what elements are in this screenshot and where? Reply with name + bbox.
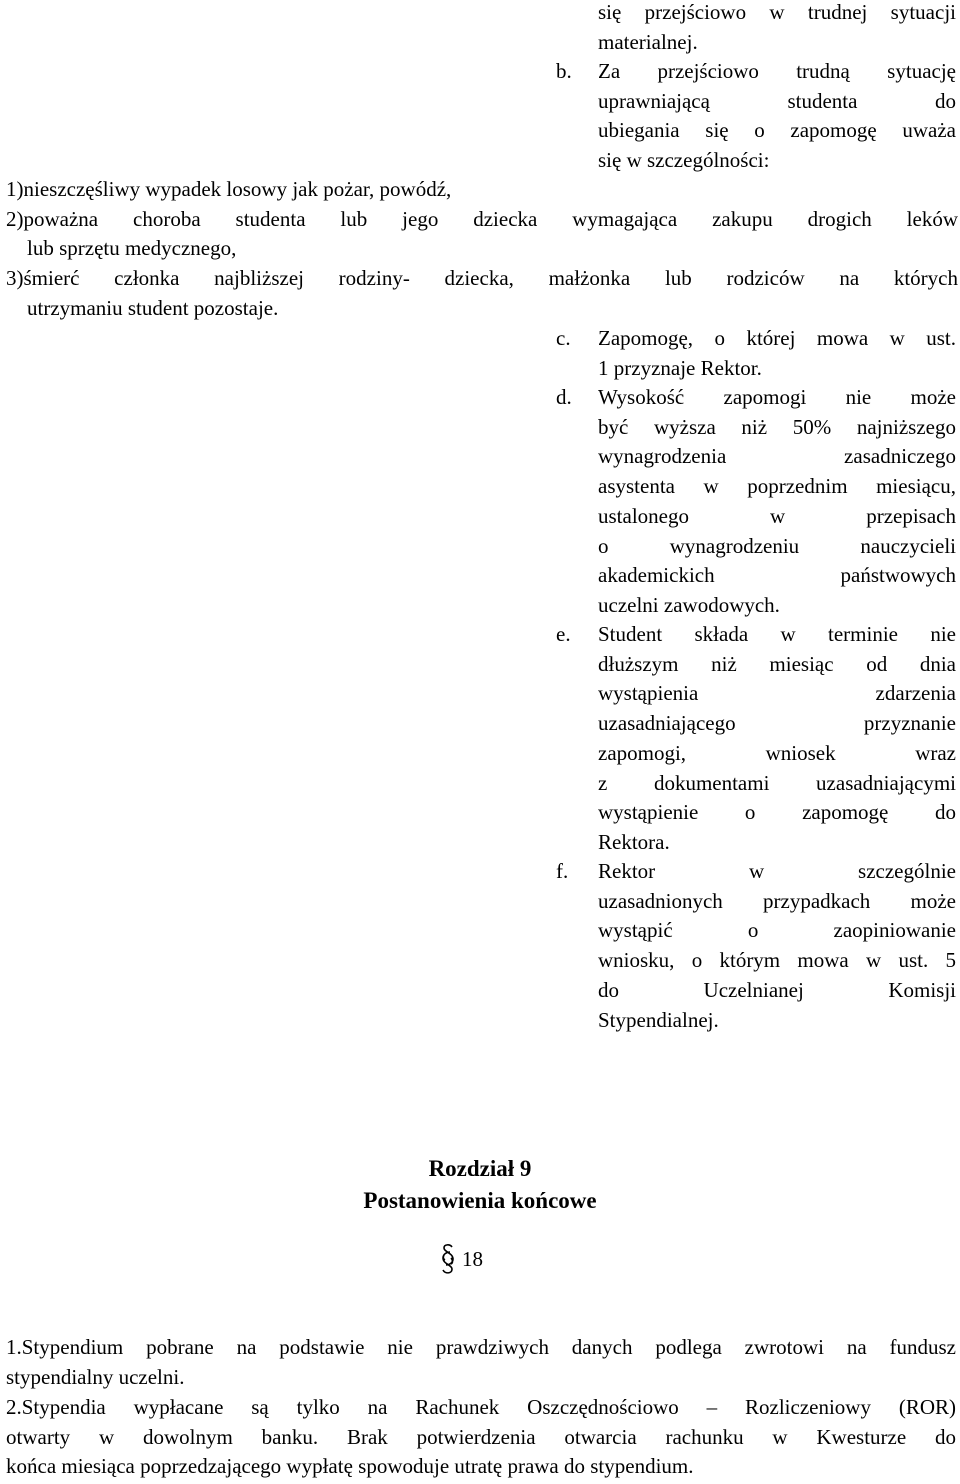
text-line: ubiegania się o zapomogę uważa bbox=[598, 118, 956, 143]
text-line: wystąpienie o zapomogę do bbox=[598, 800, 956, 825]
text-line: dłuższym niż miesiąc od dnia bbox=[598, 651, 956, 676]
text-line: uzasadniającego przyznanie bbox=[598, 711, 956, 736]
text-line: wystąpienia zdarzenia bbox=[598, 681, 956, 706]
text-line: być wyższa niż 50% najniższego bbox=[598, 414, 956, 439]
text-line: Stypendialnej. bbox=[598, 1007, 719, 1032]
item-marker: f. bbox=[556, 859, 569, 883]
list-item-3: 3)śmierć członka najbliższej rodziny- dziecka, małżonka lub rodziców na których bbox=[6, 266, 958, 291]
list-item-f bbox=[556, 857, 956, 1035]
text-line: Za przejściowo trudną sytuację bbox=[598, 59, 956, 83]
text-line: z dokumentami uzasadniającymi bbox=[598, 770, 956, 795]
list-item-c bbox=[556, 324, 956, 383]
text-line: Rektor w szczególnie bbox=[598, 859, 956, 883]
list-item-1: 1)nieszczęśliwy wypadek losowy jak pożar, powódź, bbox=[6, 177, 452, 201]
list-item-d bbox=[556, 383, 956, 621]
text-line: wniosku, o którym mowa w ust. 5 bbox=[598, 948, 956, 973]
text-line: uprawniającą studenta do bbox=[598, 88, 956, 113]
chapter-subtitle: Postanowienia końcowe bbox=[363, 1188, 597, 1213]
item-marker: d. bbox=[556, 385, 572, 409]
item-marker: b. bbox=[556, 59, 572, 83]
text-line: materialnej. bbox=[598, 29, 698, 54]
text-line: otwarty w dowolnym banku. Brak potwierdzenia otwarcia rachunku w Kwesturze do bbox=[6, 1424, 956, 1449]
section-mark bbox=[440, 1244, 520, 1280]
list-item-2: 2)poważna choroba studenta lub jego dziecka wymagająca zakupu drogich leków bbox=[6, 206, 958, 231]
text-line: uczelni zawodowych. bbox=[598, 592, 780, 617]
continuation-text bbox=[598, 0, 956, 57]
text-line: uzasadnionych przypadkach może bbox=[598, 888, 956, 913]
text-line: 2.Stypendia wypłacane są tylko na Rachunek Oszczędnościowo – Rozliczeniowy (ROR) bbox=[6, 1395, 956, 1419]
text-line: Wysokość zapomogi nie może bbox=[598, 385, 956, 409]
text-line: o wynagrodzeniu nauczycieli bbox=[598, 533, 956, 558]
text-line: się przejściowo w trudnej sytuacji bbox=[598, 0, 956, 24]
list-item-3-cont: utrzymaniu student pozostaje. bbox=[27, 295, 279, 320]
list-item-2-cont: lub sprzętu medycznego, bbox=[27, 236, 237, 261]
text-line: asystenta w poprzednim miesiącu, bbox=[598, 474, 956, 499]
list-item-e bbox=[556, 620, 956, 858]
item-marker: e. bbox=[556, 622, 571, 646]
text-line: zapomogi, wniosek wraz bbox=[598, 740, 956, 765]
text-line: 1.Stypendium pobrane na podstawie nie prawdziwych danych podlega zwrotowi na fundusz bbox=[6, 1335, 956, 1359]
text-line: stypendialny uczelni. bbox=[6, 1364, 185, 1389]
text-line: ustalonego w przepisach bbox=[598, 503, 956, 528]
text-line: 1 przyznaje Rektor. bbox=[598, 355, 762, 380]
text-line: do Uczelnianej Komisji bbox=[598, 977, 956, 1002]
text-line: się w szczególności: bbox=[598, 148, 770, 173]
text-line: Zapomogę, o której mowa w ust. bbox=[598, 326, 956, 350]
section-sign-icon bbox=[440, 1243, 456, 1275]
final-paragraph-2 bbox=[6, 1393, 956, 1482]
text-line: końca miesiąca poprzedzającego wypłatę spowoduje utratę prawa do stypendium. bbox=[6, 1454, 694, 1479]
list-item-b bbox=[556, 57, 956, 176]
text-line: wystąpić o zaopiniowanie bbox=[598, 918, 956, 943]
text-line: Student składa w terminie nie bbox=[598, 622, 956, 646]
chapter-title: Rozdział 9 bbox=[428, 1156, 532, 1181]
text-line: wynagrodzenia zasadniczego bbox=[598, 444, 956, 469]
text-line: akademickich państwowych bbox=[598, 563, 956, 588]
final-paragraph-1 bbox=[6, 1333, 956, 1392]
text-line: Rektora. bbox=[598, 829, 670, 854]
item-marker: c. bbox=[556, 326, 571, 350]
numbered-list bbox=[6, 175, 958, 324]
section-number: 18 bbox=[462, 1247, 483, 1271]
